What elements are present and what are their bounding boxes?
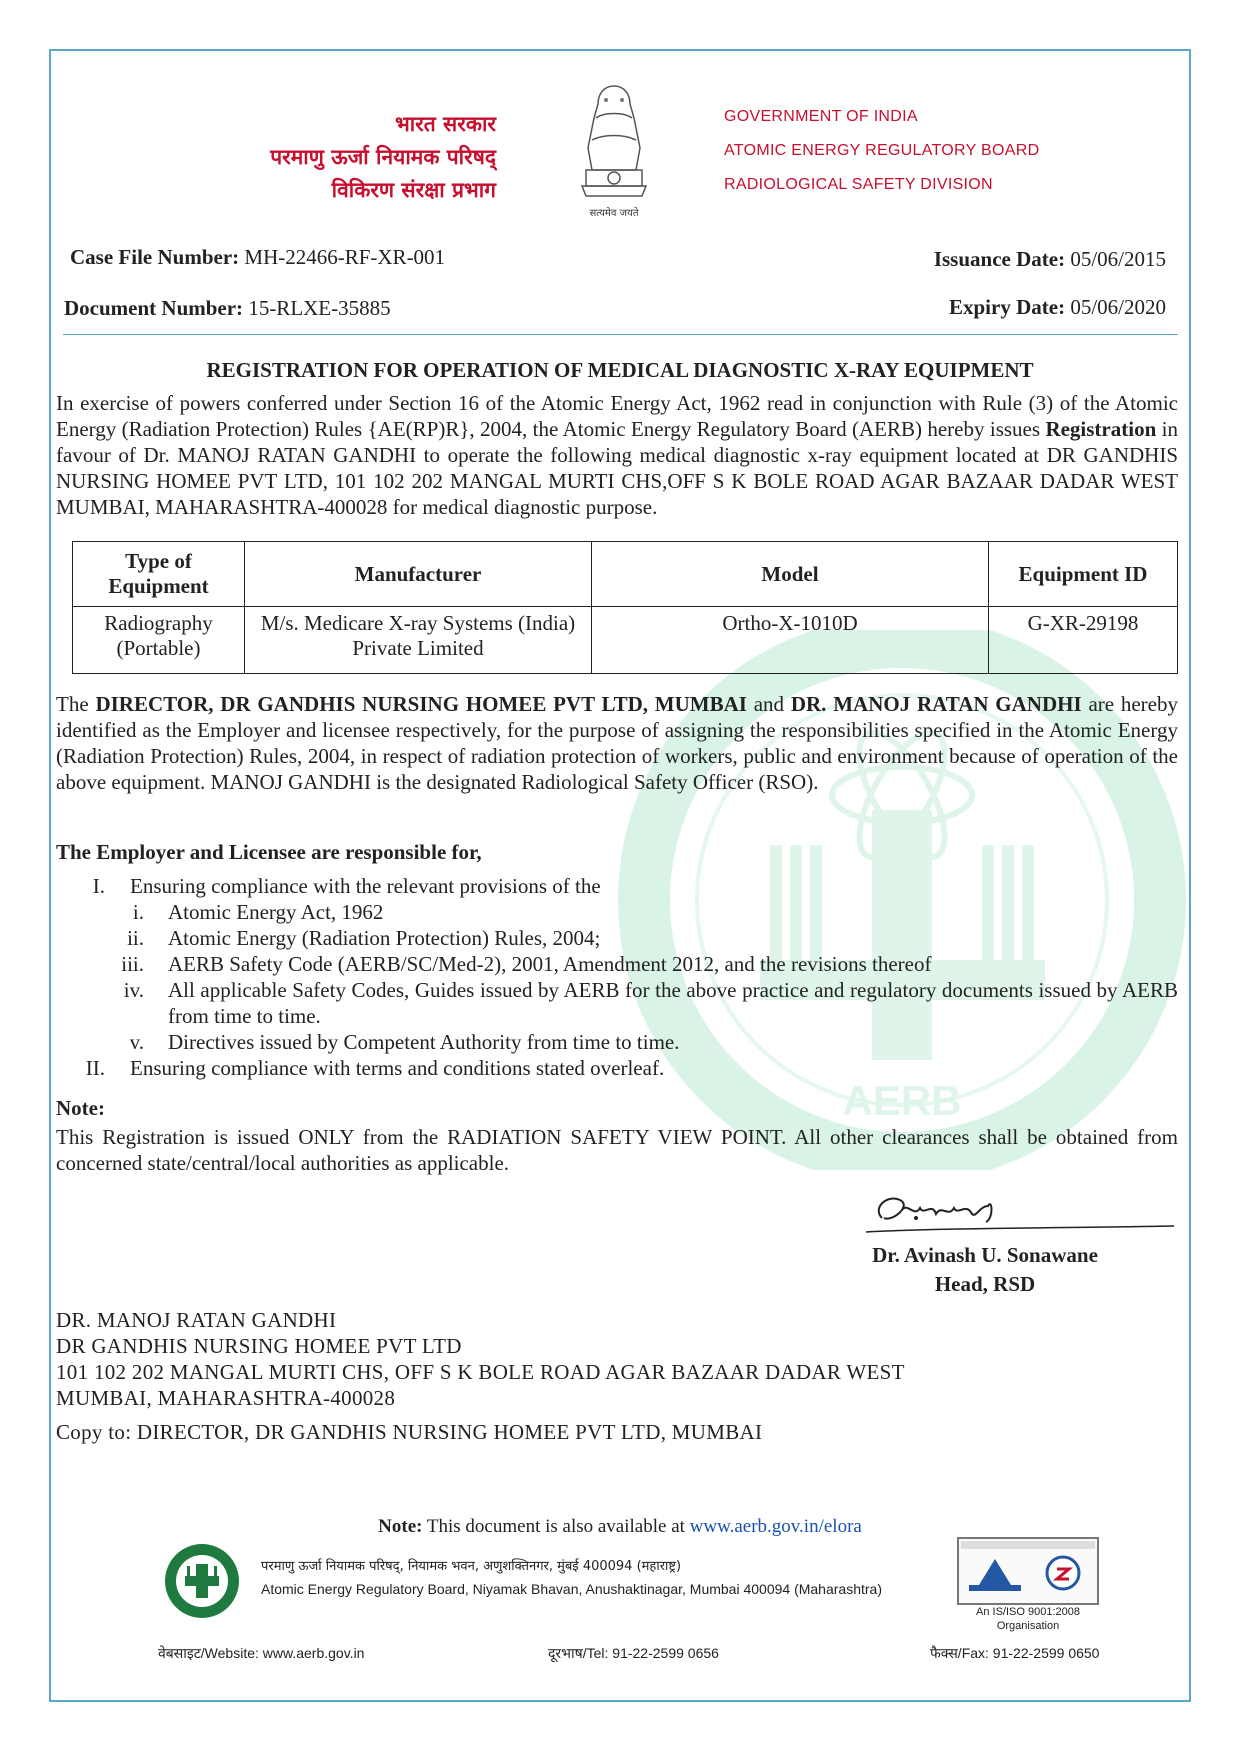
address-line-1: DR. MANOJ RATAN GANDHI (56, 1308, 337, 1332)
header-equipment-id: Equipment ID (989, 542, 1178, 607)
note-label (56, 1096, 105, 1121)
employer-text-3: are hereby identified as the Employer and licensee respectively, for the purpose of assigning the responsibilities specified in the Atomic Energy (Radiation Protection) Rules, 2004, in respect of radiation protection of workers, public and environment because of operation of the above equipment. MANOJ GANDHI is the designated Radiological Safety Officer (RSO). (56, 692, 1178, 794)
header-english-line-3: RADIOLOGICAL SAFETY DIVISION (724, 176, 993, 193)
note-text: This Registration is issued ONLY from the RADIATION SAFETY VIEW POINT. All other clearances shall be obtained from concerned state/central/local authorities as applicable. (56, 1125, 1178, 1175)
footer-address-hindi: परमाणु ऊर्जा नियामक परिषद्, नियामक भवन, अणुशक्तिनगर, मुंबई 400094 (महाराष्ट्र) (261, 1559, 682, 1574)
iso-text: An IS/ISO 9001:2008 Organisation (976, 1606, 1080, 1632)
table-row (73, 607, 1178, 674)
intro-text-1: In exercise of powers conferred under Section 16 of the Atomic Energy Act, 1962 read in conjunction with Rule (3) of the Atomic Energy (Radiation Protection) Rules {AE(RP)R}, 2004, the Atomic Energy Regulatory Board (AERB) hereby issues (56, 391, 1178, 441)
note-paragraph (56, 1124, 1178, 1176)
equipment-table (72, 541, 1178, 674)
list-item-text: All applicable Safety Codes, Guides issued by AERB for the above practice and regulatory documents issued by AERB from time to time. (168, 978, 1178, 1028)
list-item-text: Atomic Energy Act, 1962 (168, 900, 384, 924)
list-item (56, 1029, 1178, 1055)
list-item (56, 899, 1178, 925)
footer-note-text: This document is also available at (422, 1516, 690, 1537)
watermark-text: AERB (842, 1077, 962, 1124)
header-divider (63, 334, 1178, 335)
employer-paragraph (56, 691, 1178, 795)
document-number (64, 296, 391, 321)
responsibilities-list (56, 873, 1178, 1081)
intro-registration: Registration (1045, 417, 1157, 441)
list-item-text: Directives issued by Competent Authority from time to time. (168, 1030, 680, 1054)
list-item (56, 951, 1178, 977)
list-item-text: Ensuring compliance with the relevant provisions of the (130, 874, 601, 898)
elora-link[interactable]: www.aerb.gov.in/elora (689, 1516, 862, 1537)
list-item (56, 977, 1178, 1029)
issuance-label: Issuance Date: (933, 247, 1066, 271)
list-item (56, 873, 1178, 899)
issuance-value: 05/06/2015 (1070, 247, 1166, 271)
list-item-number: ii. (127, 926, 144, 950)
expiry-label: Expiry Date: (949, 295, 1066, 319)
cell-manufacturer: M/s. Medicare X-ray Systems (India) Private Limited (245, 607, 592, 674)
equipment-table-header (73, 542, 1178, 607)
list-item-number: v. (129, 1030, 144, 1054)
header-hindi-line-1: भारत सरकार (394, 112, 496, 136)
footer-address (261, 1556, 882, 1600)
footer-address-english: Atomic Energy Regulatory Board, Niyamak Bhavan, Anushaktinagar, Mumbai 400094 (Maharashtra) (261, 1581, 882, 1597)
list-item-number: i. (132, 900, 144, 924)
document-value: 15-RLXE-35885 (248, 296, 391, 320)
address-line-2: DR GANDHIS NURSING HOMEE PVT LTD (56, 1334, 462, 1358)
footer-note (0, 1516, 1240, 1538)
cell-type: Radiography (Portable) (73, 607, 245, 674)
document-title: REGISTRATION FOR OPERATION OF MEDICAL DIAGNOSTIC X-RAY EQUIPMENT (206, 358, 1034, 382)
list-item-number: iv. (123, 978, 144, 1002)
aerb-logo-icon (163, 1542, 241, 1620)
list-item-text: AERB Safety Code (AERB/SC/Med-2), 2001, Amendment 2012, and the revisions thereof (168, 952, 932, 976)
employer-bold-2: DR. MANOJ RATAN GANDHI (790, 692, 1082, 716)
footer-fax: फैक्स/Fax: 91-22-2599 0650 (930, 1645, 1100, 1661)
responsibilities-heading: The Employer and Licensee are responsible for, (56, 840, 482, 864)
employer-text-1: The (56, 692, 96, 716)
signature (862, 1188, 1182, 1238)
employer-text-2: and (746, 692, 791, 716)
intro-text-2: in favour of Dr. MANOJ RATAN GANDHI to operate the following medical diagnostic x-ray equipment located at DR GANDHIS NURSING HOMEE PVT LTD, 101 102 202 MANGAL MURTI CHS,OFF S K BOLE ROAD AGAR BAZAAR DADAR WEST MUMBAI, MAHARASHTRA-400028 for medical diagnostic purpose. (56, 417, 1178, 519)
address-line-4: MUMBAI, MAHARASHTRA-400028 (56, 1386, 396, 1410)
emblem-motto: सत्यमेव जयते (589, 208, 639, 219)
list-item-number: II. (85, 1056, 105, 1080)
list-item (56, 1055, 1178, 1081)
note-label-text: Note: (56, 1096, 105, 1120)
employer-bold-1: DIRECTOR, DR GANDHIS NURSING HOMEE PVT LTD, MUMBAI (95, 692, 747, 716)
header-hindi-line-2: परमाणु ऊर्जा नियामक परिषद् (270, 145, 496, 169)
list-item (56, 925, 1178, 951)
address-line-3: 101 102 202 MANGAL MURTI CHS, OFF S K BOLE ROAD AGAR BAZAAR DADAR WEST (56, 1360, 905, 1384)
header-hindi (200, 108, 496, 207)
list-item-text: Atomic Energy (Radiation Protection) Rules, 2004; (168, 926, 601, 950)
iso-logos-icon (959, 1539, 1097, 1603)
header-type: Type of Equipment (73, 542, 245, 607)
recipient-address (56, 1307, 905, 1411)
document-label: Document Number: (64, 296, 244, 320)
case-file-value: MH-22466-RF-XR-001 (244, 245, 446, 269)
national-emblem (574, 78, 654, 218)
cell-model: Ortho-X-1010D (592, 607, 989, 674)
iso-certification-badge (957, 1537, 1099, 1605)
header-english-line-1: GOVERNMENT OF INDIA (724, 108, 918, 125)
footer-website: वेबसाइट/Website: www.aerb.gov.in (158, 1645, 365, 1661)
copy-to: Copy to: DIRECTOR, DR GANDHIS NURSING HOMEE PVT LTD, MUMBAI (56, 1420, 763, 1444)
case-file-label: Case File Number: (70, 245, 240, 269)
signatory-designation: Head, RSD (934, 1272, 1036, 1296)
header-model: Model (592, 542, 989, 607)
signatory-block (830, 1241, 1140, 1299)
header-manufacturer: Manufacturer (245, 542, 592, 607)
signatory-name: Dr. Avinash U. Sonawane (872, 1243, 1098, 1267)
header-hindi-line-3: विकिरण संरक्षा प्रभाग (331, 178, 496, 202)
header-english (724, 108, 1039, 210)
expiry-value: 05/06/2020 (1070, 295, 1166, 319)
case-file-number (70, 245, 445, 270)
intro-paragraph (56, 390, 1178, 520)
cell-equipment-id: G-XR-29198 (989, 607, 1178, 674)
list-item-number: I. (92, 874, 105, 898)
list-item-number: iii. (121, 952, 144, 976)
header-english-line-2: ATOMIC ENERGY REGULATORY BOARD (724, 142, 1040, 159)
expiry-date (949, 295, 1166, 320)
footer-tel: दूरभाष/Tel: 91-22-2599 0656 (548, 1645, 719, 1661)
list-item-text: Ensuring compliance with terms and conditions stated overleaf. (130, 1056, 665, 1080)
issuance-date (934, 247, 1166, 272)
ashoka-emblem-icon (574, 78, 654, 200)
footer-note-label: Note: (378, 1516, 423, 1537)
